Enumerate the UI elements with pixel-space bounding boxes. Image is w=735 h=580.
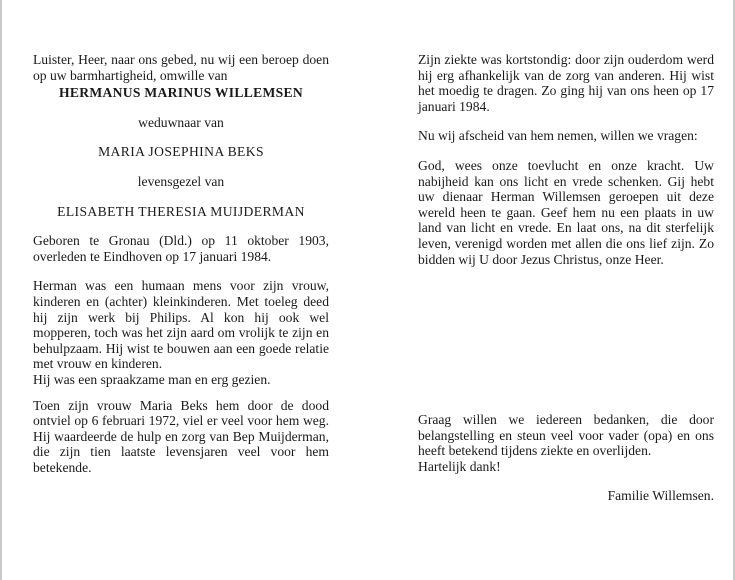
spouse-name: MARIA JOSEPHINA BEKS [98,144,264,160]
left-column [33,52,329,475]
thanks-closing: Hartelijk dank! [418,458,501,474]
life-paragraph: Herman was een humaan mens voor zijn vrouw, kinderen en (achter) kleinkinderen. Met toeleg deed hij zijn werk bij Philips. Al kon hij ook wel mopperen, toch was het zijn aard om vrolijk te zijn en behulpzaam. Hij wist te bouwen aan een goede relatie met vrouw en kinderen. [33,278,329,372]
family-signature: Familie Willemsen. [607,488,714,504]
relation-partner: levensgezel van [137,173,225,189]
farewell-intro: Nu wij afscheid van hem nemen, willen we vragen: [418,128,698,144]
right-column [418,52,714,267]
deceased-name: HERMANUS MARINUS WILLEMSEN [59,85,303,101]
illness-paragraph: Zijn ziekte was kortstondig: door zijn ouderdom werd hij erg afhankelijk van de zorg van anderen. Hij wist het moedig te dragen. Zo ging hij van ons heen op 17 januari 1984. [418,52,714,114]
partner-name: ELISABETH THERESIA MUIJDERMAN [57,203,305,219]
life-paragraph-end: Hij was een spraakzame man en erg gezien. [33,371,271,387]
opening-prayer: Luister, Heer, naar ons gebed, nu wij een beroep doen op uw barmhartigheid, omwille van [33,52,329,83]
closing-prayer: God, wees onze toevlucht en onze kracht. Uw nabijheid kan ons licht en vrede schenken. Gij hebt uw dienaar Herman Willemsen geroepen uit deze wereld heen te gaan. Geef hem nu een plaats in uw land van licht en vrede. En laat ons, na dit sterfelijk leven, verenigd worden met allen die ons lief zijn. Zo bidden wij U door Jezus Christus, onze Heer. [418,157,714,267]
relation-widower: weduwnaar van [138,114,224,130]
thanks-text: Graag willen we iedereen bedanken, die door belangstelling en steun veel voor vader (opa) en ons heeft betekend tijdens ziekte en overlijden. [418,412,714,459]
spouse-paragraph: Toen zijn vrouw Maria Beks hem door de dood ontviel op 6 februari 1972, viel er veel voor hem weg. Hij waardeerde de hulp en zorg van Bep Muijderman, die zijn tien laatste levensjaren veel voor hem betekende. [33,397,329,475]
thanks-section [418,412,714,504]
birth-death-text: Geboren te Gronau (Dld.) op 11 oktober 1903, overleden te Eindhoven op 17 januari 1984. [33,233,329,264]
